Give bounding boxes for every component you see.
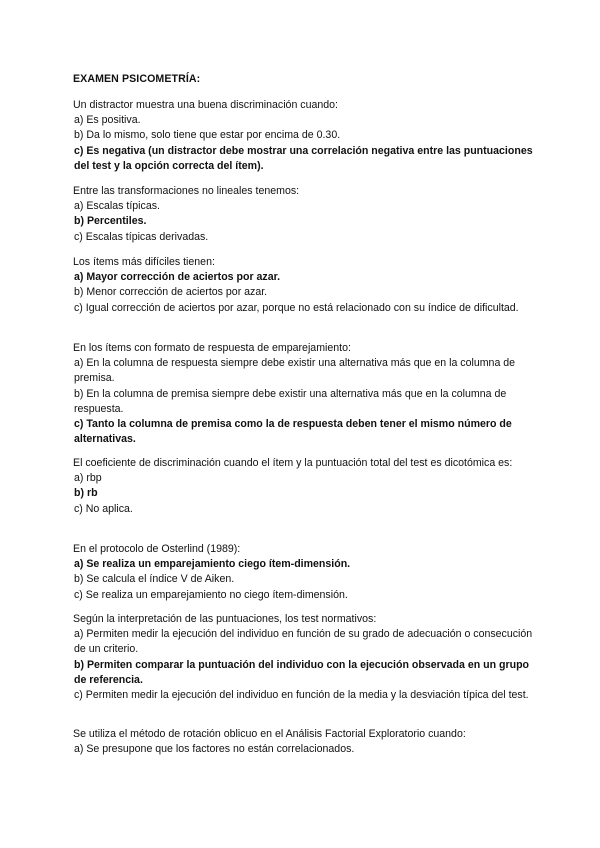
option-a-correct: a) Mayor corrección de aciertos por azar. (74, 271, 281, 284)
option-b: b) Menor corrección de aciertos por azar. (74, 286, 268, 299)
option-a: a) Se presupone que los factores no están correlacionados. (74, 743, 355, 756)
question-text: Los ítems más difíciles tienen: (73, 256, 215, 268)
option-b-correct: b) Percentiles. (74, 215, 147, 228)
question-5 (73, 456, 535, 517)
option-a-correct: a) Se realiza un emparejamiento ciego ítem-dimensión. (74, 558, 351, 571)
option-c: c) Igual corrección de aciertos por azar, porque no está relacionado con su índice de dificultad. (74, 301, 519, 314)
option-c-correct: c) Es negativa (un distractor debe mostrar una correlación negativa entre las puntuaciones del test y la opción correcta del ítem). (74, 144, 533, 172)
option-c: c) Se realiza un emparejamiento no ciego ítem-dimensión. (74, 588, 348, 601)
option-b-correct: b) Permiten comparar la puntuación del individuo con la ejecución observada en un grupo de referencia. (74, 658, 530, 686)
option-b: b) En la columna de premisa siempre debe existir una alternativa más que en la columna de respuesta. (74, 387, 507, 415)
option-c-correct: c) Tanto la columna de premisa como la de respuesta deben tener el mismo número de alternativas. (74, 418, 512, 446)
option-a: a) Escalas típicas. (74, 200, 160, 213)
question-6 (73, 542, 535, 603)
question-7 (73, 612, 535, 703)
option-a: a) En la columna de respuesta siempre debe existir una alternativa más que en la columna de premisa. (74, 357, 516, 385)
option-c: c) Permiten medir la ejecución del individuo en función de la media y la desviación típica del test. (74, 689, 529, 702)
option-b-correct: b) rb (74, 487, 98, 500)
question-2 (73, 184, 535, 245)
question-8 (73, 727, 535, 757)
question-text: Entre las transformaciones no lineales tenemos: (73, 185, 300, 197)
question-text: Se utiliza el método de rotación oblicuo en el Análisis Factorial Exploratorio cuando: (73, 728, 466, 740)
question-3 (73, 255, 535, 316)
question-1 (73, 98, 535, 174)
exam-title: EXAMEN PSICOMETRÍA: (73, 73, 201, 85)
question-text: Según la interpretación de las puntuaciones, los test normativos: (73, 613, 377, 625)
question-4 (73, 341, 535, 447)
question-text: En los ítems con formato de respuesta de emparejamiento: (73, 342, 351, 354)
option-c: c) Escalas típicas derivadas. (74, 230, 209, 243)
option-a: a) rbp (74, 472, 102, 485)
option-b: b) Se calcula el índice V de Aiken. (74, 573, 235, 586)
option-b: b) Da lo mismo, solo tiene que estar por encima de 0.30. (74, 129, 341, 142)
option-a: a) Es positiva. (74, 114, 141, 127)
question-text: En el protocolo de Osterlind (1989): (73, 543, 241, 555)
option-a: a) Permiten medir la ejecución del individuo en función de su grado de adecuación o consecución de un criterio. (74, 628, 533, 656)
option-c: c) No aplica. (74, 502, 133, 515)
question-text: Un distractor muestra una buena discriminación cuando: (73, 99, 338, 111)
question-text: El coeficiente de discriminación cuando el ítem y la puntuación total del test es dicotómica es: (73, 457, 513, 469)
